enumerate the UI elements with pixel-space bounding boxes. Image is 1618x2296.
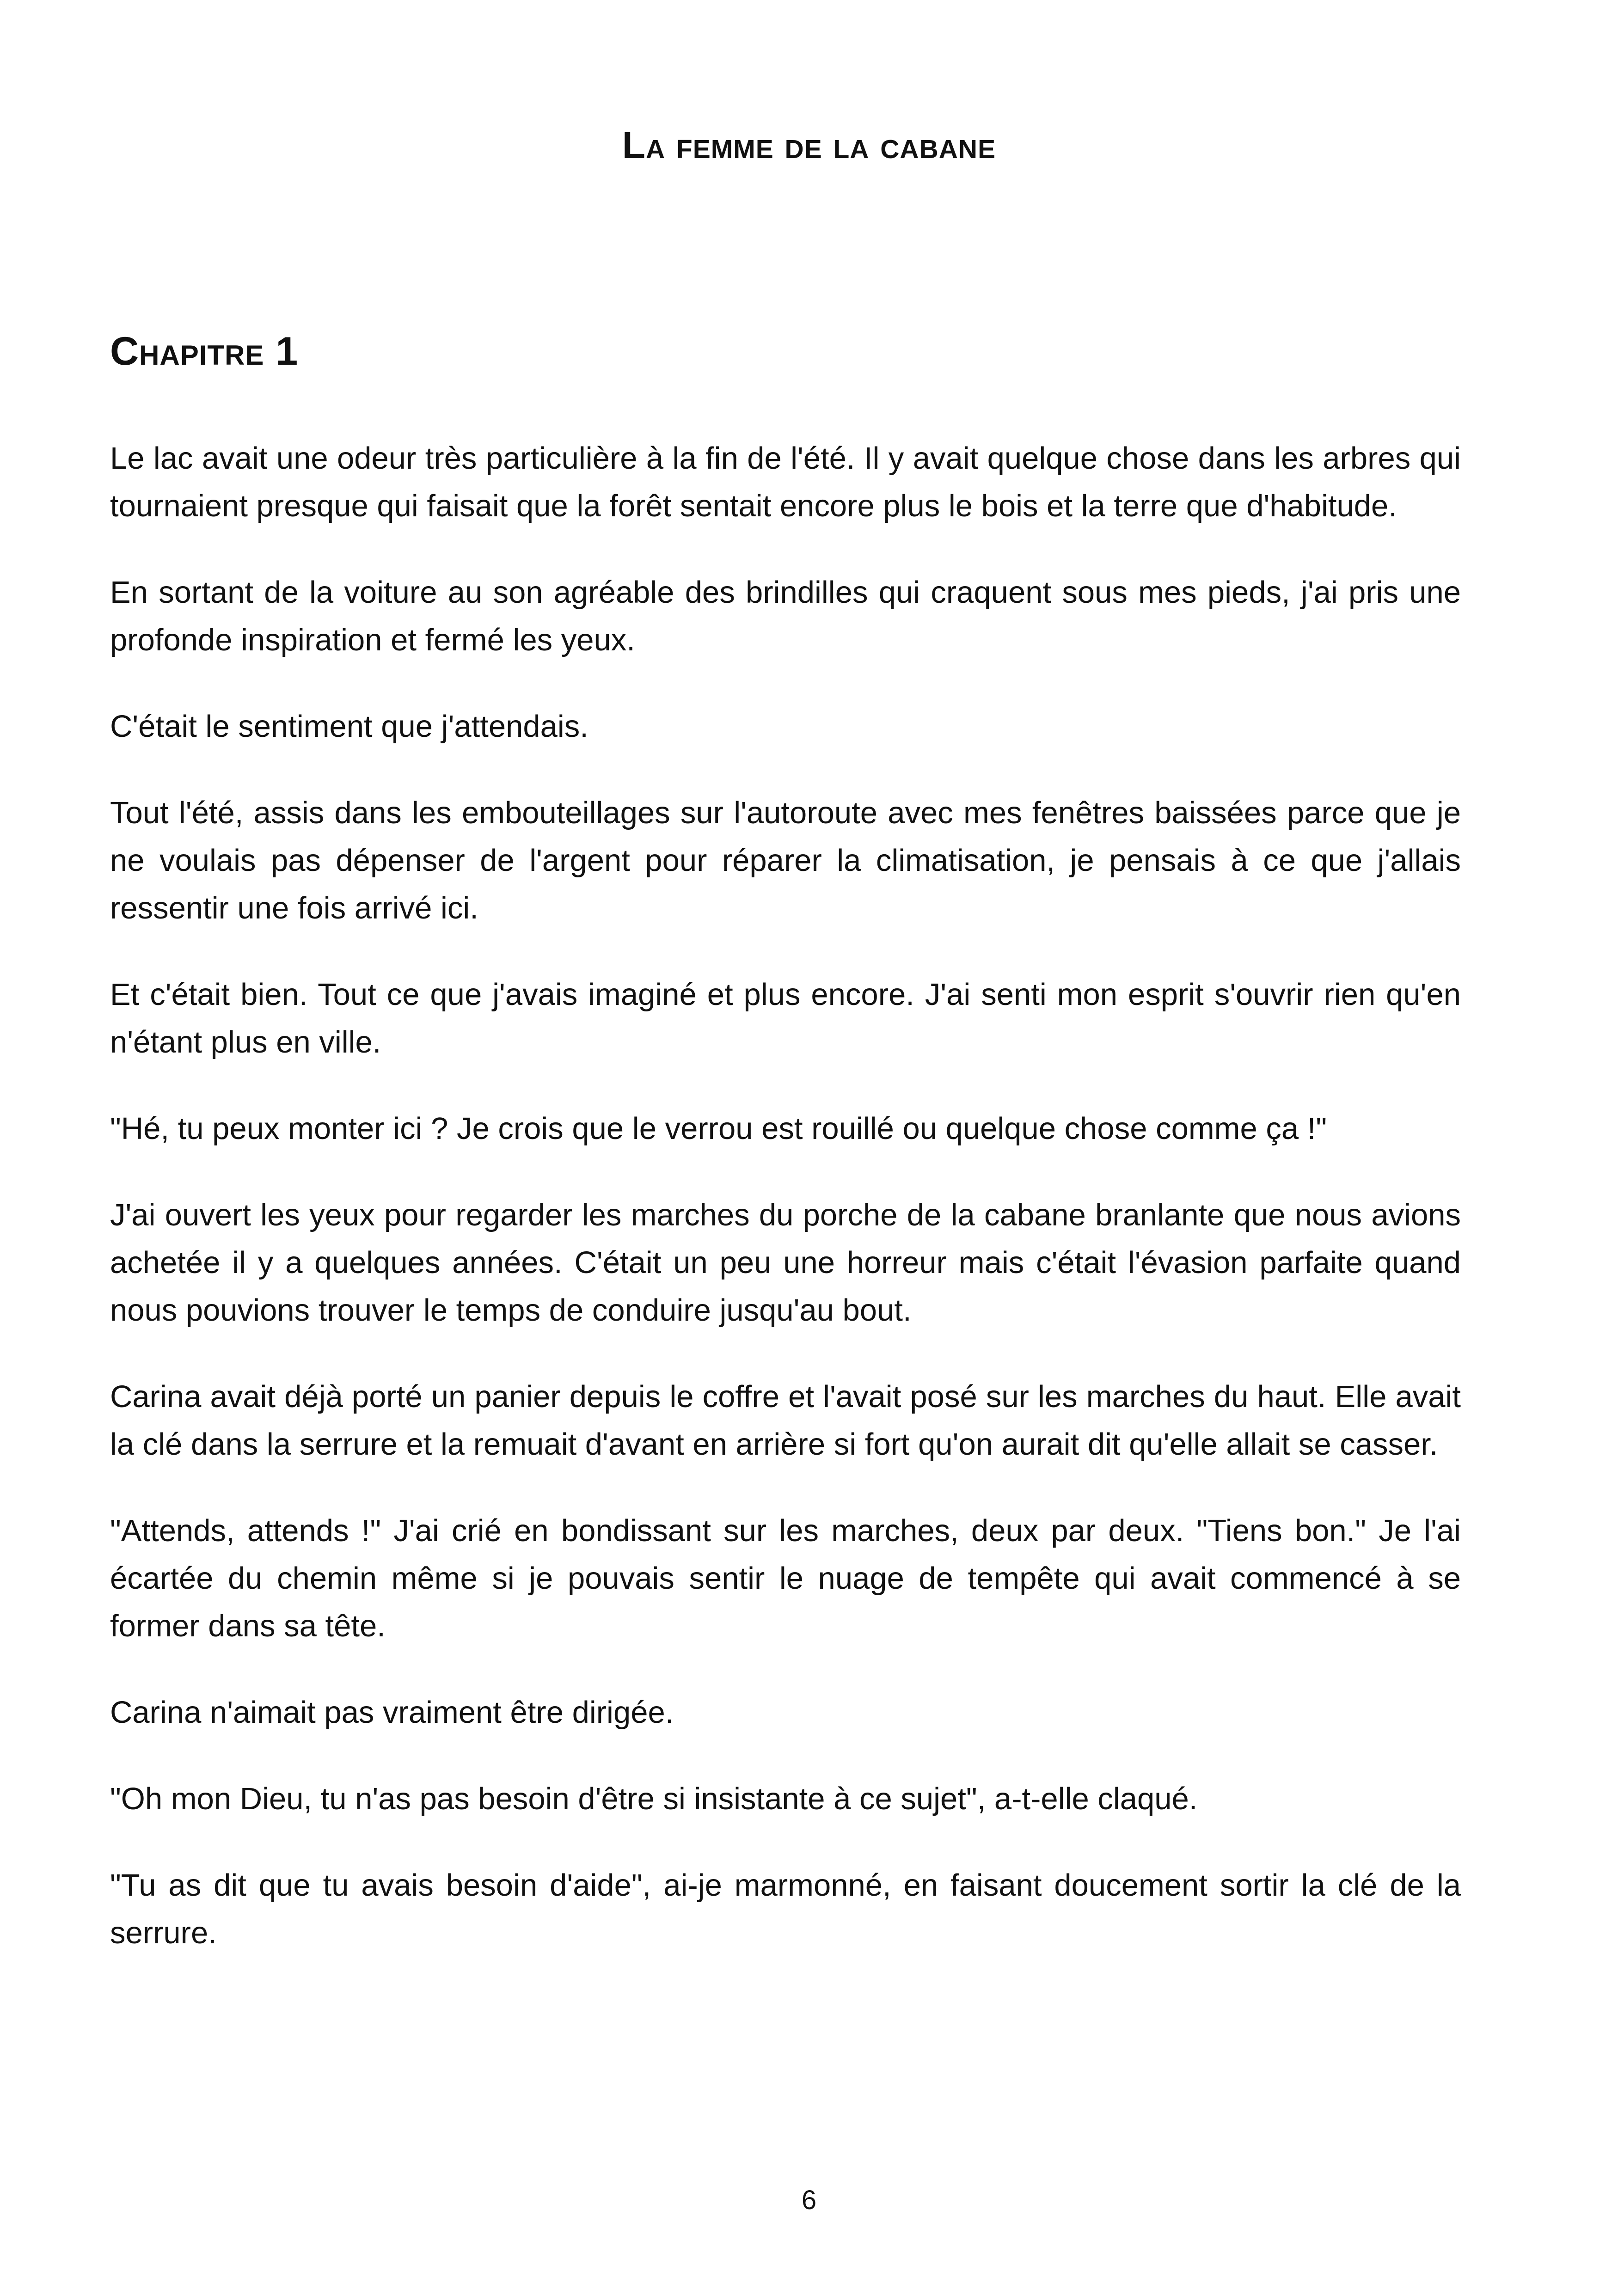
paragraph: "Tu as dit que tu avais besoin d'aide", ai-je marmonné, en faisant doucement sortir la clé de la serrure. bbox=[110, 1868, 1461, 1950]
paragraph: Et c'était bien. Tout ce que j'avais imaginé et plus encore. J'ai senti mon esprit s'ouvrir rien qu'en n'étant plus en ville. bbox=[110, 977, 1461, 1059]
paragraph: En sortant de la voiture au son agréable des brindilles qui craquent sous mes pieds, j'ai pris une profonde inspiration et fermé les yeux. bbox=[110, 575, 1461, 657]
paragraph: "Oh mon Dieu, tu n'as pas besoin d'être si insistante à ce sujet", a-t-elle claqué. bbox=[110, 1782, 1198, 1816]
paragraph: Le lac avait une odeur très particulière à la fin de l'été. Il y avait quelque chose dans les arbres qui tournaient presque qui faisait que la forêt sentait encore plus le bois et la terre que d'habitude. bbox=[110, 441, 1461, 523]
paragraph: J'ai ouvert les yeux pour regarder les marches du porche de la cabane branlante que nous avions achetée il y a quelques années. C'était un peu une horreur mais c'était l'évasion parfaite quand nous pouvions trouver le temps de conduire jusqu'au bout. bbox=[110, 1198, 1461, 1328]
paragraph: Carina avait déjà porté un panier depuis le coffre et l'avait posé sur les marches du haut. Elle avait la clé dans la serrure et la remuait d'avant en arrière si fort qu'on aurait dit qu'elle allait se casser. bbox=[110, 1379, 1461, 1462]
paragraph: Carina n'aimait pas vraiment être dirigée. bbox=[110, 1695, 674, 1730]
paragraph: "Hé, tu peux monter ici ? Je crois que le verrou est rouillé ou quelque chose comme ça !" bbox=[110, 1111, 1327, 1146]
paragraph: Tout l'été, assis dans les embouteillages sur l'autoroute avec mes fenêtres baissées parce que je ne voulais pas dépenser de l'argent pour réparer la climatisation, je pensais à ce que j'allais ressentir une fois arrivé ici. bbox=[110, 796, 1461, 925]
page-number: 6 bbox=[801, 2185, 817, 2215]
paragraph: "Attends, attends !" J'ai crié en bondissant sur les marches, deux par deux. "Tiens bon." Je l'ai écartée du chemin même si je pouvais sentir le nuage de tempête qui avait commencé à se former dans sa tête. bbox=[110, 1513, 1461, 1643]
chapter-title: Chapitre 1 bbox=[110, 329, 299, 373]
body-text bbox=[110, 435, 1461, 1996]
book-title: La femme de la cabane bbox=[622, 124, 996, 166]
paragraph: C'était le sentiment que j'attendais. bbox=[110, 709, 588, 744]
